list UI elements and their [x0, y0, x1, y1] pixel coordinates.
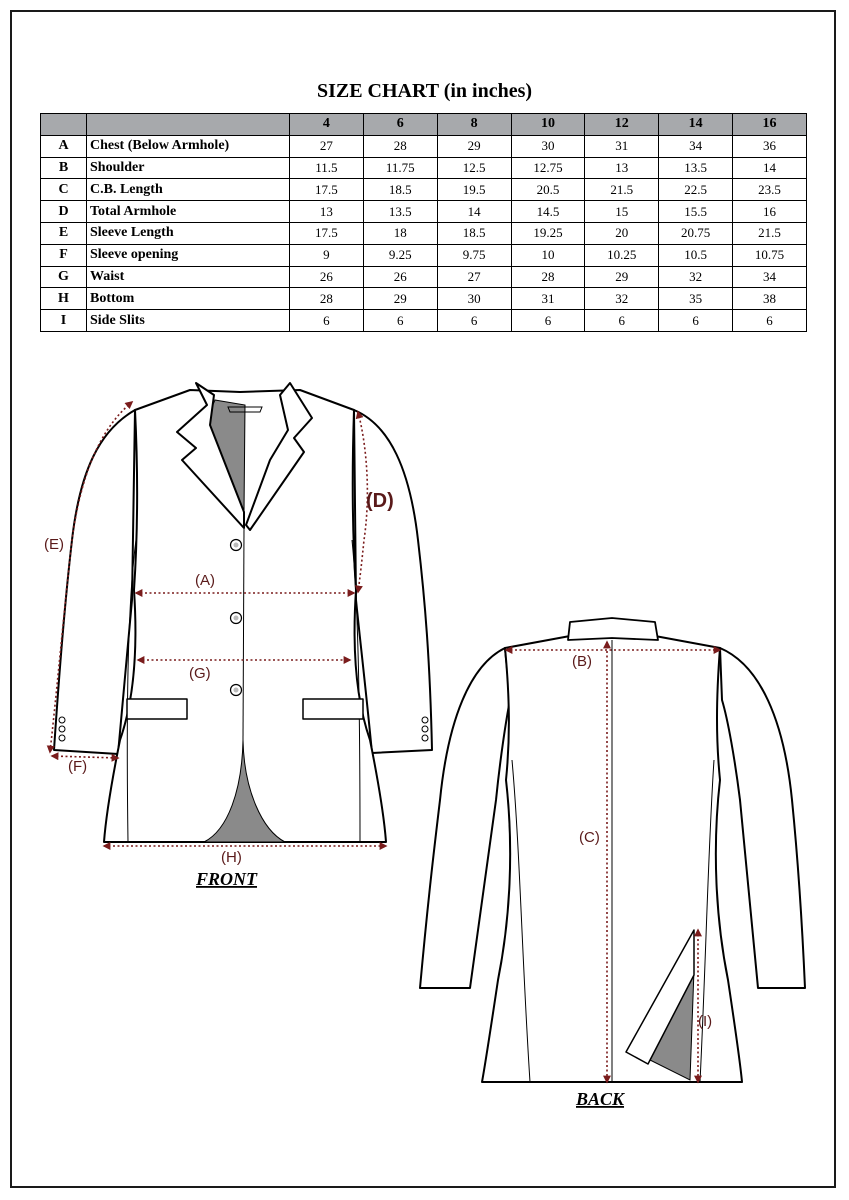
row-value-cell: 26: [363, 266, 437, 288]
row-letter: A: [41, 135, 87, 157]
row-letter: D: [41, 201, 87, 223]
row-letter: I: [41, 310, 87, 332]
row-letter: B: [41, 157, 87, 179]
row-value-cell: 23.5: [733, 179, 807, 201]
row-value-cell: 11.5: [290, 157, 364, 179]
row-value-cell: 30: [437, 288, 511, 310]
row-value-cell: 14: [733, 157, 807, 179]
row-value-cell: 22.5: [659, 179, 733, 201]
row-measurement-name: Chest (Below Armhole): [87, 135, 290, 157]
row-value-cell: 15: [585, 201, 659, 223]
header-size: 10: [511, 114, 585, 136]
row-value-cell: 18: [363, 222, 437, 244]
front-right-pocket: [303, 699, 363, 719]
row-value-cell: 10.25: [585, 244, 659, 266]
back-label-i: (I): [698, 1013, 713, 1030]
row-value-cell: 10.75: [733, 244, 807, 266]
row-value-cell: 6: [363, 310, 437, 332]
row-value-cell: 27: [437, 266, 511, 288]
front-label-d: (D): [366, 490, 394, 512]
row-value-cell: 29: [437, 135, 511, 157]
row-value-cell: 9.75: [437, 244, 511, 266]
row-value-cell: 18.5: [363, 179, 437, 201]
header-size: 4: [290, 114, 364, 136]
row-value-cell: 31: [585, 135, 659, 157]
row-value-cell: 13.5: [659, 157, 733, 179]
row-value-cell: 17.5: [290, 179, 364, 201]
back-label-b: (B): [572, 653, 592, 670]
row-value-cell: 6: [733, 310, 807, 332]
back-caption: BACK: [576, 1089, 625, 1109]
header-size: 14: [659, 114, 733, 136]
row-letter: H: [41, 288, 87, 310]
front-left-pocket: [127, 699, 187, 719]
back-collar: [568, 618, 658, 640]
row-value-cell: 27: [290, 135, 364, 157]
row-value-cell: 28: [511, 266, 585, 288]
row-value-cell: 20.5: [511, 179, 585, 201]
row-value-cell: 18.5: [437, 222, 511, 244]
row-value-cell: 6: [659, 310, 733, 332]
row-measurement-name: Waist: [87, 266, 290, 288]
header-size: 12: [585, 114, 659, 136]
row-value-cell: 13.5: [363, 201, 437, 223]
row-value-cell: 10.5: [659, 244, 733, 266]
row-value-cell: 29: [585, 266, 659, 288]
row-value-cell: 6: [511, 310, 585, 332]
row-value-cell: 16: [733, 201, 807, 223]
front-label-g: (G): [189, 665, 211, 682]
row-value-cell: 28: [363, 135, 437, 157]
back-jacket: [420, 618, 805, 1109]
row-value-cell: 10: [511, 244, 585, 266]
row-value-cell: 35: [659, 288, 733, 310]
row-letter: F: [41, 244, 87, 266]
row-value-cell: 21.5: [733, 222, 807, 244]
row-value-cell: 32: [585, 288, 659, 310]
back-label-c: (C): [579, 829, 600, 846]
front-label-a: (A): [195, 572, 215, 589]
header-size: 6: [363, 114, 437, 136]
row-value-cell: 13: [585, 157, 659, 179]
row-value-cell: 21.5: [585, 179, 659, 201]
row-value-cell: 29: [363, 288, 437, 310]
row-measurement-name: Sleeve opening: [87, 244, 290, 266]
row-value-cell: 38: [733, 288, 807, 310]
row-value-cell: 11.75: [363, 157, 437, 179]
front-label-f: (F): [68, 758, 88, 775]
row-value-cell: 28: [290, 288, 364, 310]
row-measurement-name: Side Slits: [87, 310, 290, 332]
row-measurement-name: Sleeve Length: [87, 222, 290, 244]
row-measurement-name: Shoulder: [87, 157, 290, 179]
row-value-cell: 32: [659, 266, 733, 288]
front-caption: FRONT: [196, 869, 258, 889]
row-value-cell: 6: [437, 310, 511, 332]
row-value-cell: 20.75: [659, 222, 733, 244]
header-size: 8: [437, 114, 511, 136]
back-left-sleeve: [420, 648, 510, 988]
row-letter: C: [41, 179, 87, 201]
row-value-cell: 9: [290, 244, 364, 266]
row-letter: E: [41, 222, 87, 244]
row-value-cell: 12.5: [437, 157, 511, 179]
row-value-cell: 15.5: [659, 201, 733, 223]
row-value-cell: 14: [437, 201, 511, 223]
front-label-h: (H): [221, 849, 242, 866]
row-measurement-name: Bottom: [87, 288, 290, 310]
row-value-cell: 34: [659, 135, 733, 157]
row-value-cell: 20: [585, 222, 659, 244]
row-value-cell: 12.75: [511, 157, 585, 179]
header-size: 16: [733, 114, 807, 136]
row-value-cell: 19.25: [511, 222, 585, 244]
row-value-cell: 6: [290, 310, 364, 332]
row-value-cell: 31: [511, 288, 585, 310]
row-value-cell: 14.5: [511, 201, 585, 223]
row-value-cell: 13: [290, 201, 364, 223]
row-value-cell: 9.25: [363, 244, 437, 266]
row-value-cell: 36: [733, 135, 807, 157]
back-right-sleeve: [720, 648, 805, 988]
row-value-cell: 6: [585, 310, 659, 332]
front-label-e: (E): [44, 536, 64, 553]
row-letter: G: [41, 266, 87, 288]
page-title: SIZE CHART (in inches): [316, 80, 533, 102]
row-measurement-name: C.B. Length: [87, 179, 290, 201]
row-measurement-name: Total Armhole: [87, 201, 290, 223]
front-left-sleeve: [54, 410, 135, 754]
front-jacket: [44, 383, 432, 889]
row-value-cell: 34: [733, 266, 807, 288]
row-value-cell: 19.5: [437, 179, 511, 201]
row-value-cell: 30: [511, 135, 585, 157]
row-value-cell: 26: [290, 266, 364, 288]
row-value-cell: 17.5: [290, 222, 364, 244]
